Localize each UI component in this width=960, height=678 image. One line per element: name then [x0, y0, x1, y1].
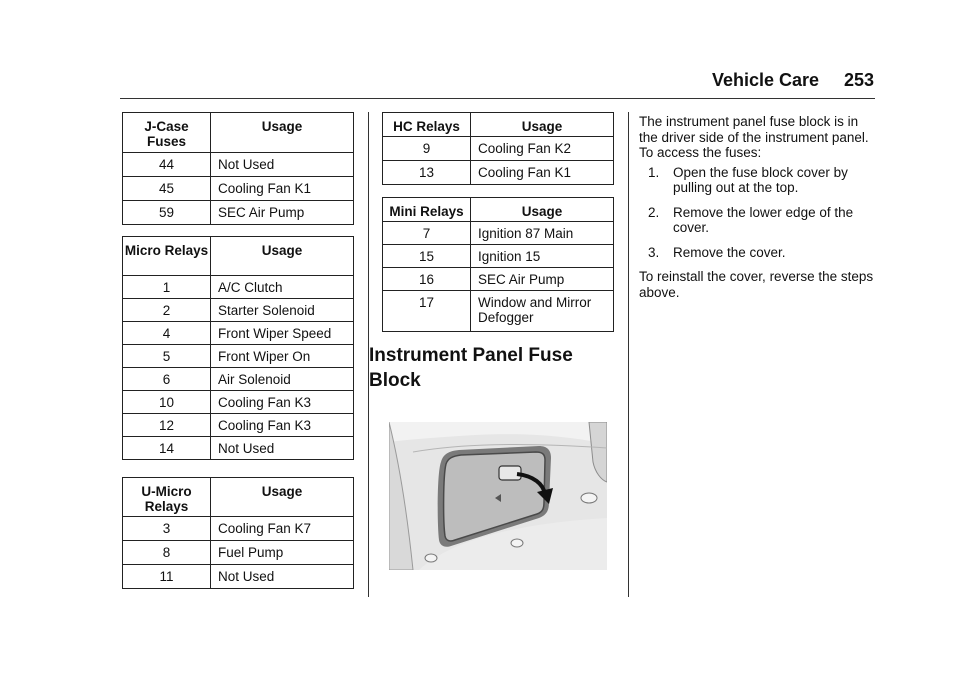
relay-usage: Cooling Fan K3 — [211, 391, 354, 414]
intro-paragraph: The instrument panel fuse block is in the driver side of the instrument panel. To access the fuses: — [639, 114, 869, 160]
relay-usage: Window and Mirror Defogger — [471, 291, 614, 332]
step-text: Remove the cover. — [673, 244, 786, 260]
list-item — [639, 245, 879, 261]
relay-usage: Cooling Fan K1 — [471, 161, 614, 185]
column-divider-right — [628, 112, 629, 597]
table-row — [383, 137, 614, 161]
table-header: Usage — [211, 237, 354, 276]
fuse-number: 44 — [123, 153, 211, 177]
section-title: Vehicle Care — [712, 70, 820, 90]
u-micro-relays-table — [122, 477, 354, 589]
table-header: Usage — [211, 113, 354, 153]
step-text: Open the fuse block cover by pulling out at the top. — [673, 164, 848, 195]
relay-usage: Cooling Fan K2 — [471, 137, 614, 161]
step-text: Remove the lower edge of the cover. — [673, 204, 854, 235]
table-row — [123, 414, 354, 437]
relay-number: 4 — [123, 322, 211, 345]
relay-usage: A/C Clutch — [211, 276, 354, 299]
relay-usage: Cooling Fan K3 — [211, 414, 354, 437]
table-row — [123, 153, 354, 177]
relay-number: 7 — [383, 222, 471, 245]
table-row — [123, 368, 354, 391]
table-header: HC Relays — [383, 113, 471, 137]
table-row — [123, 322, 354, 345]
relay-number: 2 — [123, 299, 211, 322]
relay-number: 9 — [383, 137, 471, 161]
relay-usage: Not Used — [211, 565, 354, 589]
relay-usage: Fuel Pump — [211, 541, 354, 565]
fuse-number: 45 — [123, 177, 211, 201]
relay-number: 17 — [383, 291, 471, 332]
step-number: 2. — [648, 204, 660, 220]
table-row — [123, 437, 354, 460]
fuse-cover-illustration — [389, 422, 607, 570]
body-text — [639, 114, 879, 300]
hc-relays-table — [382, 112, 614, 185]
list-item — [639, 165, 879, 196]
fuse-usage: Cooling Fan K1 — [211, 177, 354, 201]
table-row — [383, 222, 614, 245]
mini-relays-table — [382, 197, 614, 332]
relay-usage: Not Used — [211, 437, 354, 460]
fuse-usage: Not Used — [211, 153, 354, 177]
table-header: U-Micro Relays — [123, 478, 211, 517]
table-header: J-Case Fuses — [123, 113, 211, 153]
table-row — [383, 268, 614, 291]
table-header: Usage — [471, 113, 614, 137]
relay-number: 11 — [123, 565, 211, 589]
table-row — [123, 276, 354, 299]
micro-relays-table — [122, 236, 354, 460]
fuse-usage: SEC Air Pump — [211, 201, 354, 225]
table-header: Usage — [471, 198, 614, 222]
relay-number: 13 — [383, 161, 471, 185]
step-number: 1. — [648, 164, 660, 180]
relay-usage: SEC Air Pump — [471, 268, 614, 291]
table-row — [123, 177, 354, 201]
steps-list — [639, 165, 879, 261]
relay-number: 5 — [123, 345, 211, 368]
table-row — [123, 541, 354, 565]
table-row — [123, 565, 354, 589]
table-row — [383, 161, 614, 185]
jcase-fuses-table — [122, 112, 354, 225]
relay-number: 10 — [123, 391, 211, 414]
table-row — [123, 299, 354, 322]
fuse-number: 59 — [123, 201, 211, 225]
relay-usage: Front Wiper Speed — [211, 322, 354, 345]
relay-number: 15 — [383, 245, 471, 268]
closing-paragraph: To reinstall the cover, reverse the steps above. — [639, 269, 874, 300]
table-header: Mini Relays — [383, 198, 471, 222]
table-row — [123, 517, 354, 541]
relay-number: 8 — [123, 541, 211, 565]
relay-number: 6 — [123, 368, 211, 391]
table-row — [123, 345, 354, 368]
page-header — [712, 70, 874, 96]
relay-usage: Ignition 87 Main — [471, 222, 614, 245]
relay-usage: Starter Solenoid — [211, 299, 354, 322]
relay-number: 1 — [123, 276, 211, 299]
relay-usage: Cooling Fan K7 — [211, 517, 354, 541]
table-row — [383, 245, 614, 268]
table-row — [123, 201, 354, 225]
step-number: 3. — [648, 244, 660, 260]
page-number: 253 — [843, 70, 874, 90]
relay-number: 16 — [383, 268, 471, 291]
list-item — [639, 205, 879, 236]
relay-usage: Air Solenoid — [211, 368, 354, 391]
relay-number: 12 — [123, 414, 211, 437]
table-header: Micro Relays — [123, 237, 211, 276]
section-heading: Instrument Panel Fuse Block — [369, 345, 573, 391]
relay-number: 14 — [123, 437, 211, 460]
table-row — [383, 291, 614, 332]
relay-number: 3 — [123, 517, 211, 541]
header-rule — [120, 98, 875, 99]
table-row — [123, 391, 354, 414]
relay-usage: Ignition 15 — [471, 245, 614, 268]
relay-usage: Front Wiper On — [211, 345, 354, 368]
table-header: Usage — [211, 478, 354, 517]
